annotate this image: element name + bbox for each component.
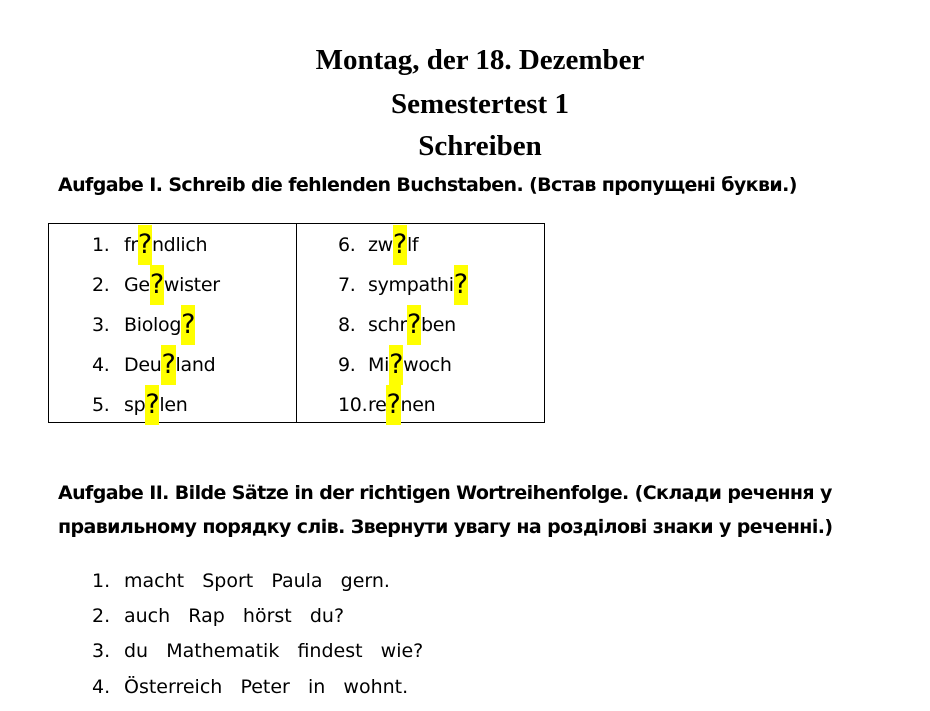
missing-letter-marker: ? (393, 225, 407, 265)
missing-letter-marker: ? (181, 305, 195, 345)
test-title: Semestertest 1 (391, 88, 569, 120)
task2-title-line1: Aufgabe II. Bilde Sätze in der richtigen Wortreihenfolge. (Склади речення у (58, 482, 832, 504)
missing-letter-marker: ? (454, 265, 468, 305)
missing-letter-marker: ? (407, 305, 421, 345)
list-item: 6. zw?lf (338, 225, 418, 265)
missing-letter-marker: ? (389, 345, 403, 385)
missing-letter-marker: ? (145, 385, 159, 425)
page-title-date: Montag, der 18. Dezember (315, 44, 645, 76)
task1-title: Aufgabe I. Schreib die fehlenden Buchstaben. (Встав пропущені букви.) (58, 174, 797, 196)
list-item: 1. fr?ndlich (92, 225, 207, 265)
section-title: Schreiben (418, 130, 542, 162)
missing-letter-marker: ? (161, 345, 175, 385)
list-item: 3. Biolog? (92, 305, 195, 345)
sentence-item: 3. du Mathematik findest wie? (92, 640, 424, 662)
list-item: 9. Mi?woch (338, 345, 452, 385)
list-item: 5. sp?len (92, 385, 188, 425)
list-item: 8. schr?ben (338, 305, 456, 345)
list-item: 7. sympathi? (338, 265, 468, 305)
missing-letter-marker: ? (138, 225, 152, 265)
sentence-item: 2. auch Rap hörst du? (92, 605, 345, 627)
list-item: 4. Deu?land (92, 345, 215, 385)
task2-title-line2: правильному порядку слів. Звернути увагу на розділові знаки у реченні.) (58, 516, 833, 538)
list-item: 2. Ge?wister (92, 265, 220, 305)
sentence-item: 4. Österreich Peter in wohnt. (92, 676, 409, 698)
missing-letter-marker: ? (386, 385, 400, 425)
list-item: 10.re?nen (338, 385, 435, 425)
sentence-item: 1. macht Sport Paula gern. (92, 570, 390, 592)
missing-letter-marker: ? (150, 265, 164, 305)
